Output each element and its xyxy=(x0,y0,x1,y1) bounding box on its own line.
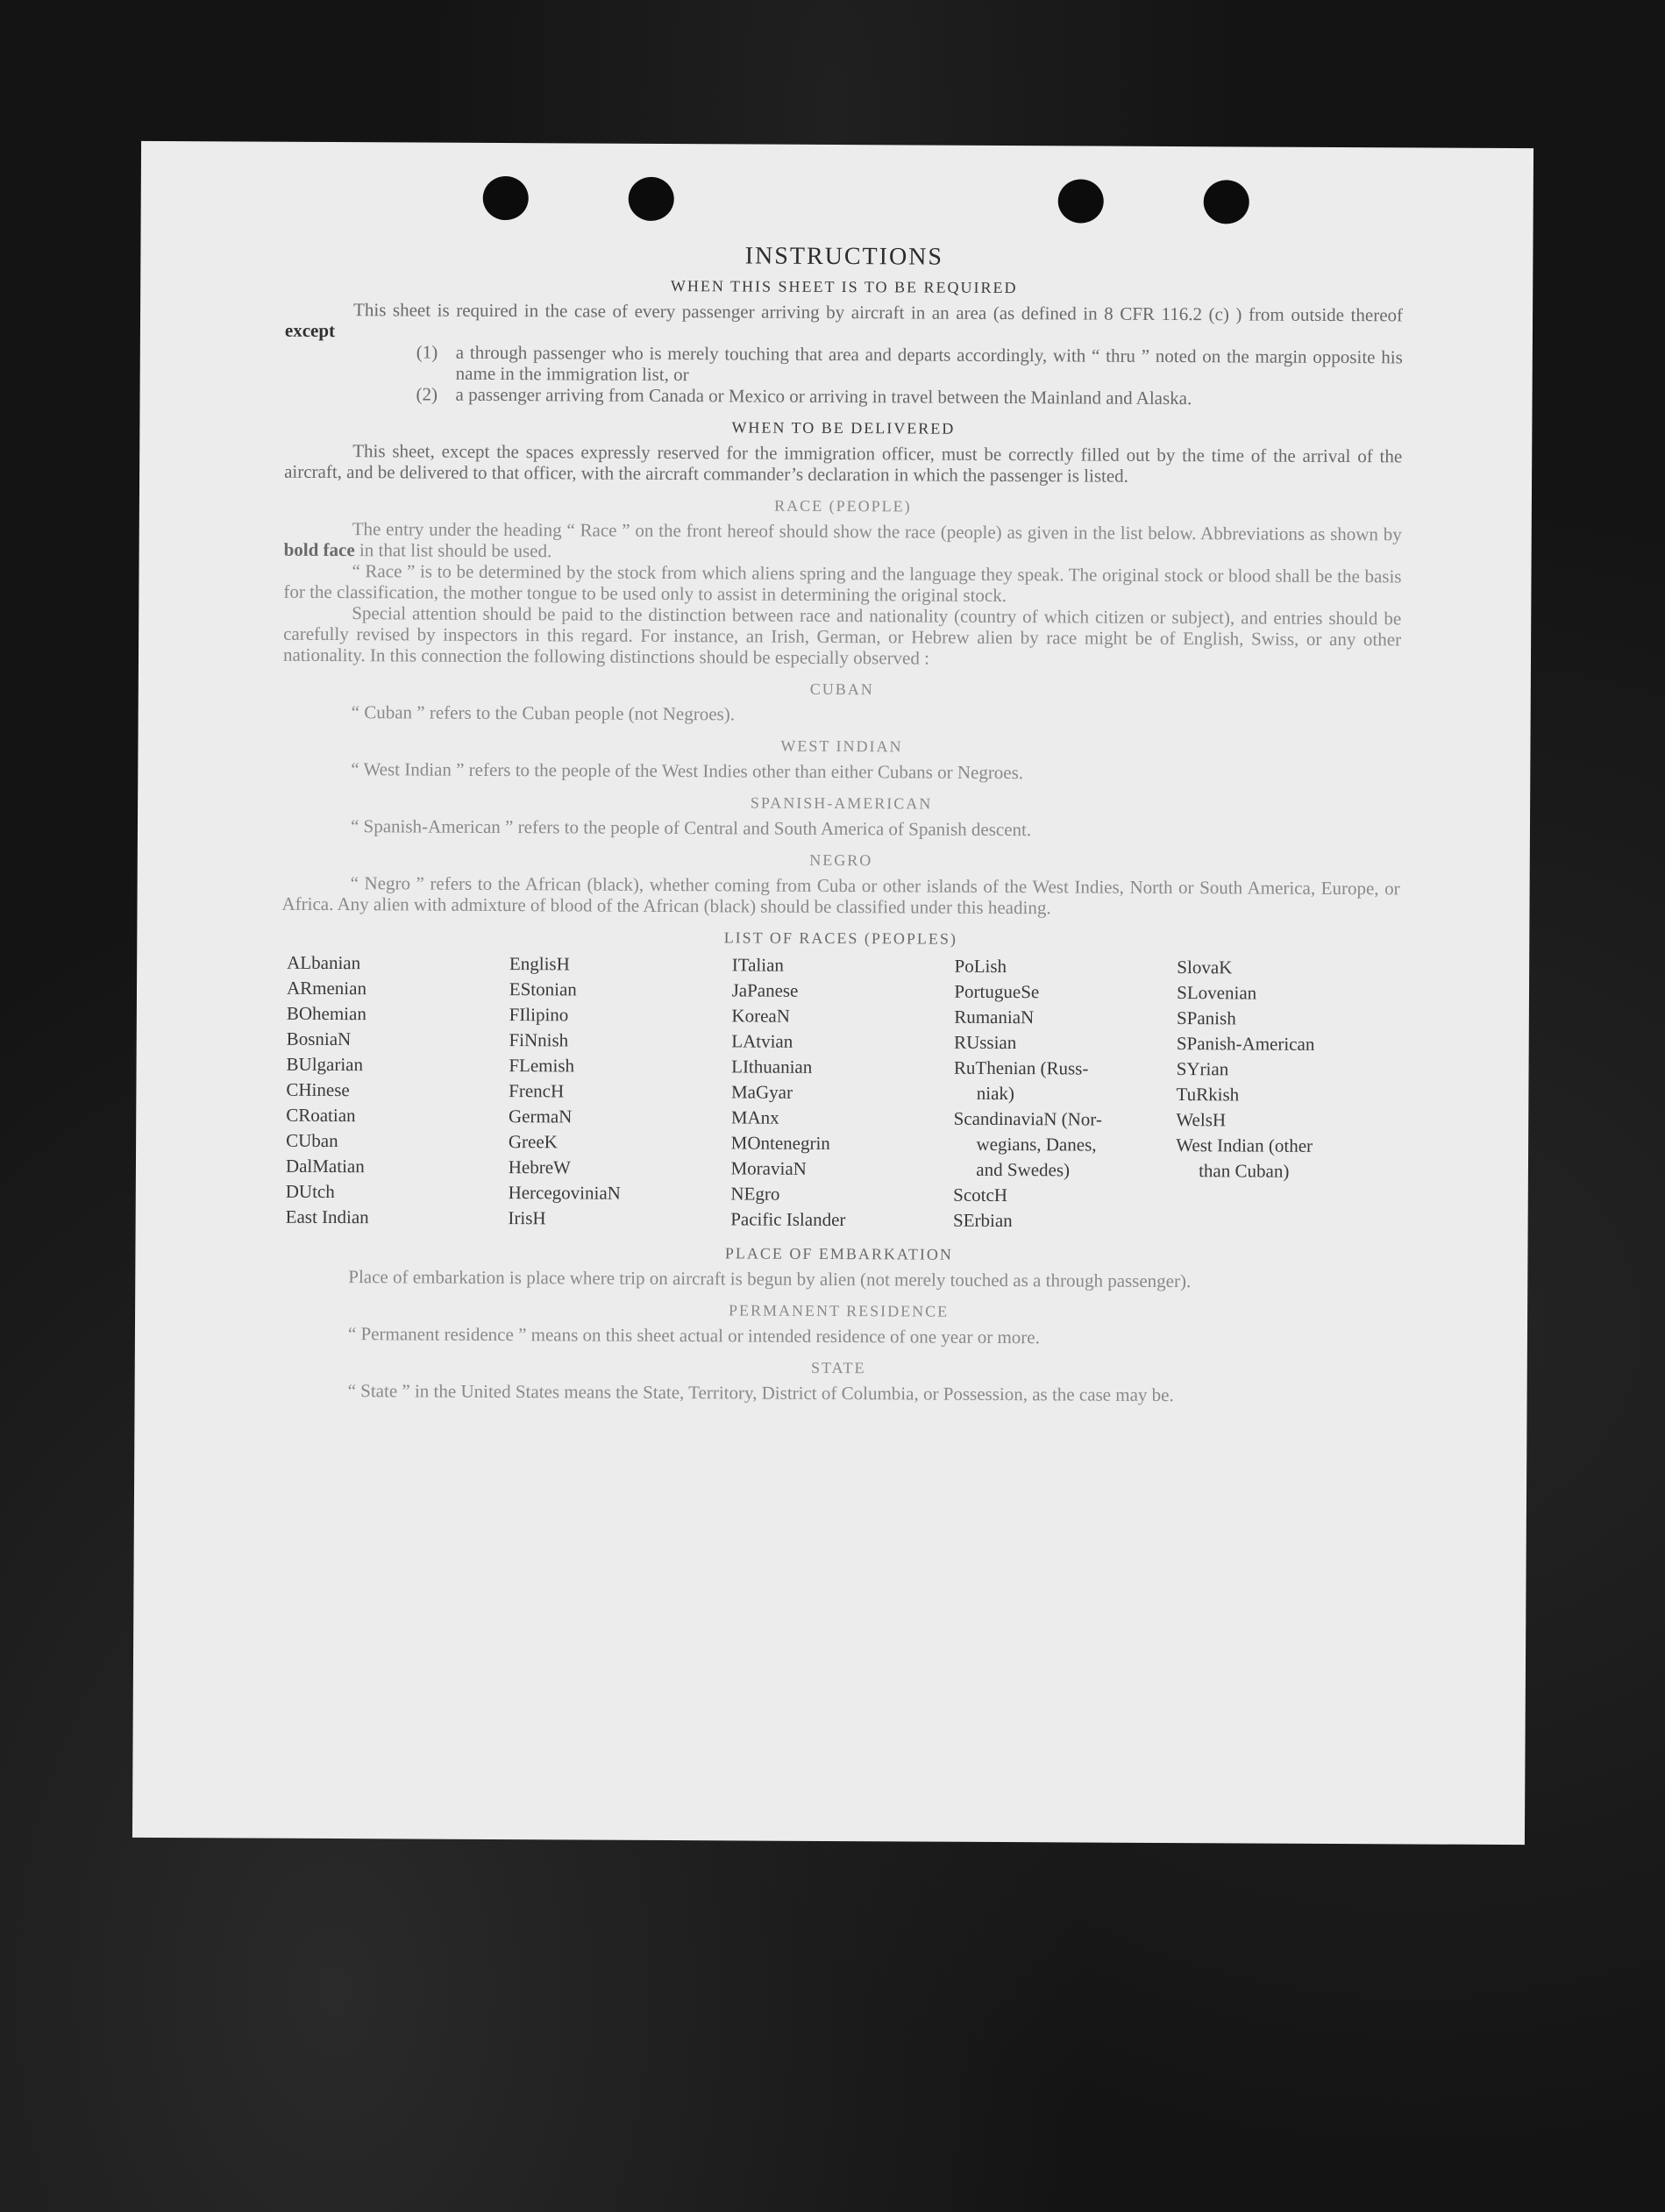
races-column-1 xyxy=(286,950,509,1231)
race-entry: GermaN xyxy=(508,1106,573,1127)
race-entry: West Indian (other xyxy=(1176,1134,1313,1156)
race-entry: BOhemian xyxy=(286,1002,366,1025)
race-entry: DUtch xyxy=(285,1180,335,1203)
race-entry: MaGyar xyxy=(730,1081,793,1103)
race-paragraph-1: The entry under the heading “ Race ” on the front hereof should show the race (people) as given in the list below. Abbreviations as shown by bold face in that list should be used. xyxy=(283,518,1402,562)
instruction-sheet xyxy=(132,141,1533,1845)
cuban-text: “ Cuban ” refers to the Cuban people (not Negroes). xyxy=(351,701,736,725)
race-entry: NEgro xyxy=(730,1183,780,1205)
race-entry: MOntenegrin xyxy=(730,1132,830,1154)
race-entry: DalMatian xyxy=(285,1155,365,1177)
punch-hole xyxy=(1204,180,1249,224)
race-entry: KoreaN xyxy=(731,1005,790,1027)
race-entry: SErbian xyxy=(952,1209,1013,1232)
race-entry: PortugueSe xyxy=(954,980,1040,1003)
section-heading-spanish-american: SPANISH-AMERICAN xyxy=(750,793,933,813)
punch-hole xyxy=(483,176,529,220)
race-entry: BUlgarian xyxy=(286,1053,364,1076)
race-entry: JaPanese xyxy=(731,979,799,1001)
race-entry: RUssian xyxy=(954,1031,1017,1054)
race-entry: BosniaN xyxy=(286,1028,352,1050)
embarkation-text: Place of embarkation is place where trip on aircraft is begun by alien (not merely touched as a through passenger). xyxy=(348,1266,1192,1292)
race-entry: IrisH xyxy=(508,1207,546,1229)
race-entry: GreeK xyxy=(508,1131,558,1153)
section-heading-residence: PERMANENT RESIDENCE xyxy=(728,1301,950,1320)
race-entry: and Swedes) xyxy=(976,1158,1071,1181)
race-entry: EStonian xyxy=(509,978,577,1000)
race-entry: RumaniaN xyxy=(954,1006,1035,1028)
when-delivered-text: This sheet, except the spaces expressly reserved for the immigration officer, must be correctly filled out by the time of the arrival of the aircraft, and be delivered to that officer, with the aircraft commander’s declaration in which the passenger is listed. xyxy=(284,440,1403,487)
race-entry: ITalian xyxy=(731,954,784,976)
race-entry: PoLish xyxy=(954,955,1007,978)
race-entry: WelsH xyxy=(1176,1109,1227,1131)
exception-item-2: (2) a passenger arriving from Canada or Mexico or arriving in travel between the Mainland and Alaska. xyxy=(416,383,1192,409)
race-entry: LIthuanian xyxy=(731,1056,813,1078)
race-entry: SLovenian xyxy=(1177,982,1257,1004)
section-heading-state: STATE xyxy=(810,1358,866,1377)
section-heading-when-delivered: WHEN TO BE DELIVERED xyxy=(731,418,956,437)
section-heading-list-of-races: LIST OF RACES (PEOPLES) xyxy=(723,928,957,948)
race-entry: Pacific Islander xyxy=(730,1208,846,1231)
races-column-4 xyxy=(953,954,1177,1234)
races-column-2 xyxy=(508,951,731,1232)
section-heading-when-required: WHEN THIS SHEET IS TO BE REQUIRED xyxy=(670,277,1018,297)
race-entry: niak) xyxy=(976,1082,1015,1105)
when-required-intro: This sheet is required in the case of every passenger arriving by aircraft in an area (as defined in 8 CFR 116.2 (c) ) from outside thereof except xyxy=(284,299,1404,342)
section-heading-west-indian: WEST INDIAN xyxy=(780,736,903,756)
race-entry: EnglisH xyxy=(509,953,570,975)
races-column-5 xyxy=(1176,955,1399,1235)
race-paragraph-3: Special attention should be paid to the distinction between race and nationality (country of which citizen or subject), and entries should be carefully revised by inspectors in this regard. For instance, an Irish, German, or Hebrew alien by race might be of English, Swiss, or any other nationality. In this connection the following distinctions should be especially observed : xyxy=(282,602,1402,669)
race-entry: SlovaK xyxy=(1177,957,1233,978)
race-entry: HebreW xyxy=(508,1156,571,1178)
race-entry: ScandinaviaN (Nor- xyxy=(953,1107,1102,1130)
race-entry: than Cuban) xyxy=(1199,1160,1290,1182)
punch-hole xyxy=(1058,179,1104,223)
race-entry: TuRkish xyxy=(1176,1084,1240,1106)
race-entry: SPanish xyxy=(1176,1007,1236,1029)
race-entry: HercegoviniaN xyxy=(508,1182,621,1204)
exception-item-1: (1) a through passenger who is merely touching that area and departs accordingly, with “ thru ” noted on the margin opposite his name in the immigration list, or xyxy=(416,341,1403,386)
race-entry: SPanish-American xyxy=(1176,1033,1315,1055)
state-text: “ State ” in the United States means the State, Territory, District of Columbia, or Possession, as the case may be. xyxy=(347,1380,1174,1406)
west-indian-text: “ West Indian ” refers to the people of the West Indies other than either Cubans or Negroes. xyxy=(351,758,1024,784)
residence-text: “ Permanent residence ” means on this sheet actual or intended residence of one year or more. xyxy=(347,1323,1040,1348)
spanish-american-text: “ Spanish-American ” refers to the people of Central and South America of Spanish descent. xyxy=(350,815,1032,841)
race-entry: FiNnish xyxy=(509,1029,569,1051)
race-paragraph-2: “ Race ” is to be determined by the stock from which aliens spring and the language they speak. The original stock or blood shall be the basis for the classification, the mother tongue to be used only to assist in determining the original stock. xyxy=(283,560,1402,607)
race-entry: FIlipino xyxy=(509,1004,569,1026)
race-entry: MAnx xyxy=(730,1106,779,1128)
race-entry: LAtvian xyxy=(731,1030,793,1052)
race-entry: ALbanian xyxy=(287,951,361,974)
race-entry: ARmenian xyxy=(286,977,367,999)
race-entry: SYrian xyxy=(1176,1058,1229,1080)
section-heading-race: RACE (PEOPLE) xyxy=(774,496,912,516)
section-heading-embarkation: PLACE OF EMBARKATION xyxy=(724,1244,954,1263)
punch-hole xyxy=(629,177,674,221)
races-column-3 xyxy=(730,952,954,1233)
race-entry: CRoatian xyxy=(286,1104,356,1127)
race-entry: wegians, Danes, xyxy=(976,1133,1097,1156)
race-entry: MoraviaN xyxy=(730,1157,807,1179)
race-entry: CHinese xyxy=(286,1078,350,1101)
race-entry: CUban xyxy=(286,1129,338,1152)
sheet-content xyxy=(280,240,1404,1407)
race-entry: ScotcH xyxy=(953,1184,1008,1206)
races-list xyxy=(286,950,1400,1236)
race-entry: FLemish xyxy=(509,1055,575,1077)
negro-text: “ Negro ” refers to the African (black), whether coming from Cuba or other islands of the West Indies, North or South America, Europe, or Africa. Any alien with admixture of blood of the African (black) should be classified under this heading. xyxy=(281,872,1400,919)
section-heading-negro: NEGRO xyxy=(809,850,873,870)
race-entry: East Indian xyxy=(285,1206,369,1228)
race-entry: FrencH xyxy=(509,1080,565,1102)
page-title: INSTRUCTIONS xyxy=(744,242,944,271)
section-heading-cuban: CUBAN xyxy=(809,679,874,699)
race-entry: RuThenian (Russ- xyxy=(953,1056,1089,1079)
